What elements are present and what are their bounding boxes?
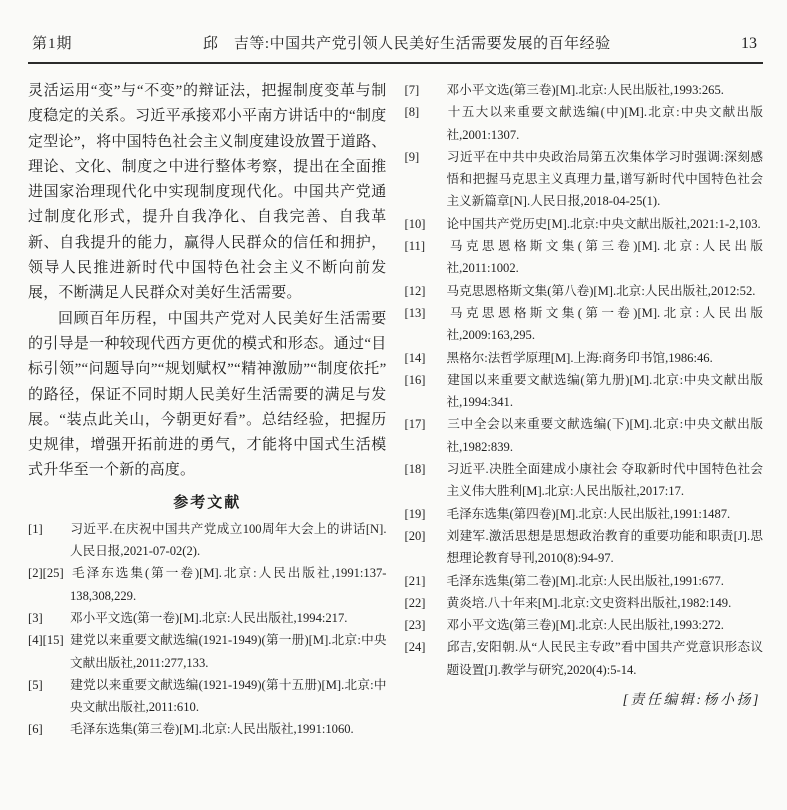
reference-label: [24] (404, 640, 426, 655)
reference-text: 马克思恩格斯文集(第八卷)[M].北京:人民出版社,2012:52. (446, 283, 756, 298)
reference-item (405, 213, 764, 235)
reference-label: [14] (404, 350, 426, 365)
reference-label: [9] (404, 149, 420, 164)
reference-text: 建党以来重要文献选编(1921-1949)(第十五册)[M].北京:中央文献出版社,2011:610. (70, 677, 387, 715)
reference-text: 黑格尔:法哲学原理[M].上海:商务印书馆,1986:46. (446, 350, 713, 365)
reference-item (405, 614, 764, 636)
reference-label: [21] (404, 573, 426, 588)
reference-text: 邱吉,安阳朝.从“人民民主专政”看中国共产党意识形态议题设置[J].教学与研究,2020(4):5-14. (446, 640, 763, 677)
reference-label: [23] (404, 618, 426, 633)
reference-text: 毛泽东选集(第三卷)[M].北京:人民出版社,1991:1060. (70, 722, 354, 737)
reference-label: [2][25] (28, 566, 64, 581)
reference-item (28, 518, 387, 563)
reference-label: [20] (404, 528, 426, 543)
reference-text: 黄炎培.八十年来[M].北京:文史资料出版社,1982:149. (446, 595, 732, 610)
reference-item (405, 369, 764, 414)
reference-item (405, 525, 764, 570)
reference-item (405, 101, 764, 146)
page-header (28, 28, 763, 64)
reference-label: [11] (404, 239, 426, 254)
page-number: 13 (741, 35, 757, 52)
reference-item (405, 636, 764, 681)
reference-item (28, 718, 387, 740)
reference-label: [13] (404, 305, 426, 320)
reference-text: 习近平在中共中央政治局第五次集体学习时强调:深刻感悟和把握马克思主义真理力量,谱写新时代中国特色社会主义新篇章[N].人民日报,2018-04-25(1). (446, 149, 763, 209)
reference-label: [6] (28, 722, 43, 737)
reference-text: 毛泽东选集(第四卷)[M].北京:人民出版社,1991:1487. (446, 506, 731, 521)
reference-text: 毛泽东选集(第一卷)[M].北京:人民出版社,1991:137-138,308,229. (70, 566, 387, 603)
reference-text: 习近平.决胜全面建成小康社会 夺取新时代中国特色社会主义伟大胜利[M].北京:人民出版社,2017:17. (446, 462, 763, 499)
reference-item (405, 235, 764, 280)
reference-text: 邓小平文选(第三卷)[M].北京:人民出版社,1993:265. (446, 83, 724, 97)
reference-label: [10] (404, 216, 426, 231)
reference-label: [5] (28, 677, 43, 692)
reference-item (28, 607, 387, 629)
reference-item (405, 79, 764, 101)
reference-text: 刘建军.激活思想是思想政治教育的重要功能和职责[J].思想理论教育导刊,2010(8):94-97. (446, 528, 763, 566)
reference-item (405, 347, 764, 369)
reference-item (28, 562, 387, 607)
reference-item (405, 413, 764, 458)
editor-note: [责任编辑:杨小扬] (622, 693, 761, 709)
reference-label: [8] (404, 105, 420, 120)
reference-item (405, 503, 764, 525)
reference-text: 毛泽东选集(第二卷)[M].北京:人民出版社,1991:677. (446, 573, 724, 588)
reference-label: [7] (404, 83, 420, 97)
reference-text: 习近平.在庆祝中国共产党成立100周年大会上的讲话[N].人民日报,2021-07-02(2). (70, 521, 387, 559)
reference-item (405, 458, 764, 503)
reference-item (405, 570, 764, 592)
reference-item (405, 280, 764, 302)
reference-text: 论中国共产党历史[M].北京:中央文献出版社,2021:1-2,103. (446, 216, 761, 231)
reference-label: [3] (28, 610, 43, 625)
reference-label: [17] (404, 417, 426, 432)
reference-text: 十五大以来重要文献选编(中)[M].北京:中央文献出版社,2001:1307. (446, 105, 763, 142)
reference-label: [18] (404, 462, 426, 477)
running-title: 邱 吉等:中国共产党引领人民美好生活需要发展的百年经验 (202, 36, 611, 52)
reference-item (28, 629, 387, 674)
reference-text: 马克思恩格斯文集(第一卷)[M].北京:人民出版社,2009:163,295. (446, 305, 763, 343)
reference-text: 邓小平文选(第三卷)[M].北京:人民出版社,1993:272. (446, 618, 724, 633)
body-paragraph: 回顾百年历程，中国共产党对人民美好生活需要的引导是一种较现代西方更优的模式和形态。通过“目标引领”“问题导向”“规划赋权”“精神激励”“制度依托”的路径，保证不同时期人民美好生活需要的满足与发展。“装点此关山，今朝更好看”。总结经验，把握历史规律，增强开拓前进的勇气，才能将中国式生活模式升华至一个新的高度。 (28, 310, 387, 479)
reference-label: [22] (404, 595, 426, 610)
reference-text: 建党以来重要文献选编(1921-1949)(第一册)[M].北京:中央文献出版社,2011:277,133. (70, 633, 387, 670)
left-column (28, 79, 387, 741)
reference-label: [19] (404, 506, 426, 521)
right-column (405, 79, 764, 741)
reference-text: 三中全会以来重要文献选编(下)[M].北京:中央文献出版社,1982:839. (446, 417, 763, 454)
reference-item (405, 592, 764, 614)
reference-text: 建国以来重要文献选编(第九册)[M].北京:中央文献出版社,1994:341. (446, 372, 763, 410)
reference-item (405, 302, 764, 347)
reference-label: [1] (28, 521, 43, 536)
body-paragraph: 灵活运用“变”与“不变”的辩证法，把握制度变革与制度稳定的关系。习近平承接邓小平南方讲话中的“制度定型论”，将中国特色社会主义制度建设放置于道路、理论、文化、制度之中进行整体考察，提出在全面推进国家治理现代化中实现制度现代化。中国共产党通过制度化形式，提升自我净化、自我完善、自我革新、自我提升的能力，赢得人民群众的信任和拥护，领导人民推进新时代中国特色社会主义不断向前发展，不断满足人民群众对美好生活需要。 (28, 83, 387, 302)
reference-item (28, 674, 387, 719)
reference-label: [16] (404, 372, 426, 387)
reference-label: [12] (404, 283, 426, 298)
reference-text: 邓小平文选(第一卷)[M].北京:人民出版社,1994:217. (70, 610, 348, 625)
references-heading: 参考文献 (173, 493, 242, 511)
two-column-layout (28, 79, 763, 741)
reference-item (405, 146, 764, 213)
reference-text: 马克思恩格斯文集(第三卷)[M].北京:人民出版社,2011:1002. (446, 239, 763, 276)
reference-label: [4][15] (28, 633, 64, 648)
issue-label: 第1期 (32, 36, 73, 52)
